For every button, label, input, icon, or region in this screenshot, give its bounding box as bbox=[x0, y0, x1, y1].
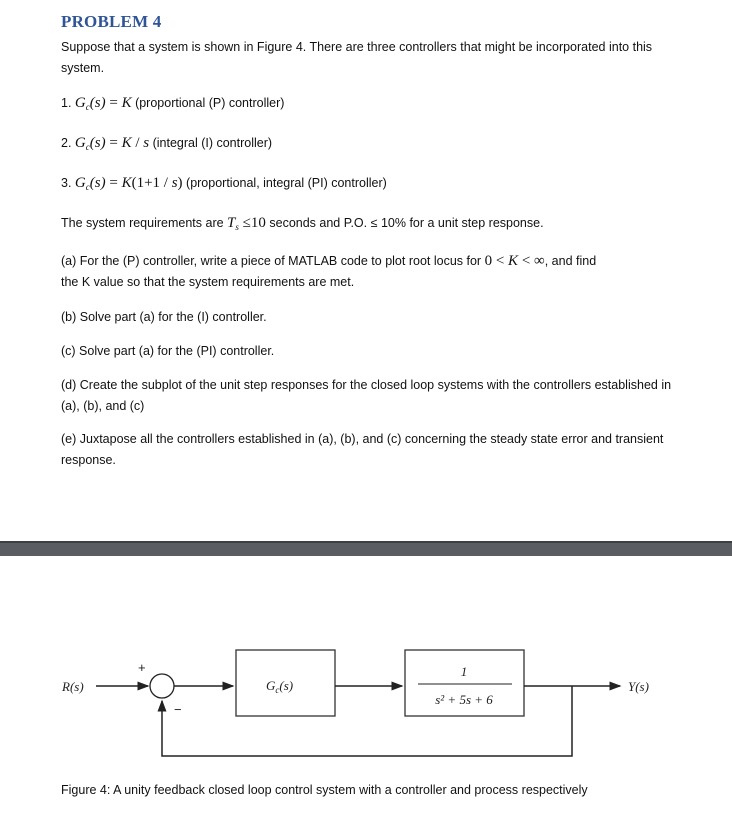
part-a-text-2: , and find bbox=[544, 254, 597, 268]
part-a-text-3: the K value so that the system requirements are met. bbox=[61, 275, 355, 289]
req-prefix: The system requirements are bbox=[61, 216, 224, 230]
req-mid: seconds and P.O. bbox=[269, 216, 368, 230]
problem-title: PROBLEM 4 bbox=[61, 12, 162, 31]
part-b: (b) Solve part (a) for the (I) controller. bbox=[61, 310, 267, 324]
controller-2-num: 2. bbox=[61, 136, 72, 150]
controller-item-3: 3. $G_c(s) = K(1+1 / s)$ (proportional, integral (PI) controller) bbox=[61, 175, 387, 192]
controller-1-num: 1. bbox=[61, 96, 72, 110]
controller-3-desc: (proportional, integral (PI) controller) bbox=[186, 176, 387, 190]
part-d: (d) Create the subplot of the unit step responses for the closed loop systems with the controllers established in (a), (b), and (c) bbox=[61, 378, 672, 413]
part-e: (e) Juxtapose all the controllers established in (a), (b), and (c) concerning the steady state error and transient response. bbox=[61, 432, 664, 467]
controller-1-desc: (proportional (P) controller) bbox=[135, 96, 285, 110]
requirements-line: The system requirements are $T_s \le 10$ seconds and P.O. ≤ 10% for a unit step response. bbox=[61, 215, 544, 232]
summing-junction bbox=[150, 674, 174, 698]
controller-item-2: 2. $G_c(s) = K / s$ (integral (I) controller) bbox=[61, 135, 273, 152]
controller-2-desc: (integral (I) controller) bbox=[152, 136, 273, 150]
controller-3-num: 3. bbox=[61, 176, 72, 190]
plus-sign: + bbox=[138, 660, 146, 675]
output-label: Y(s) bbox=[628, 679, 649, 694]
intro-paragraph: Suppose that a system is shown in Figure 4. There are three controllers that might be incorporated into this system. bbox=[61, 40, 653, 75]
plant-numerator: 1 bbox=[460, 664, 468, 679]
minus-sign: − bbox=[174, 702, 182, 717]
section-divider bbox=[0, 541, 732, 556]
figure-caption: Figure 4: A unity feedback closed loop control system with a controller and process respectively bbox=[61, 783, 588, 797]
controller-item-1: 1. $G_c(s) = K$ (proportional (P) controller) bbox=[61, 95, 285, 112]
input-label: R(s) bbox=[62, 679, 84, 694]
part-a: (a) For the (P) controller, write a piece of MATLAB code to plot root locus for 0 < K < ∞, and find the K value so that the system requirements are met. bbox=[61, 253, 597, 289]
part-c: (c) Solve part (a) for the (PI) controller. bbox=[61, 344, 275, 358]
req-suffix: 10% for a unit step response. bbox=[380, 216, 544, 230]
part-a-text-1: (a) For the (P) controller, write a piece of MATLAB code to plot root locus for bbox=[61, 254, 482, 268]
controller-label: $G_c(s)$ bbox=[266, 678, 294, 695]
plant-denominator: s² + 5s + 6 bbox=[435, 692, 493, 707]
block-diagram bbox=[0, 600, 732, 780]
